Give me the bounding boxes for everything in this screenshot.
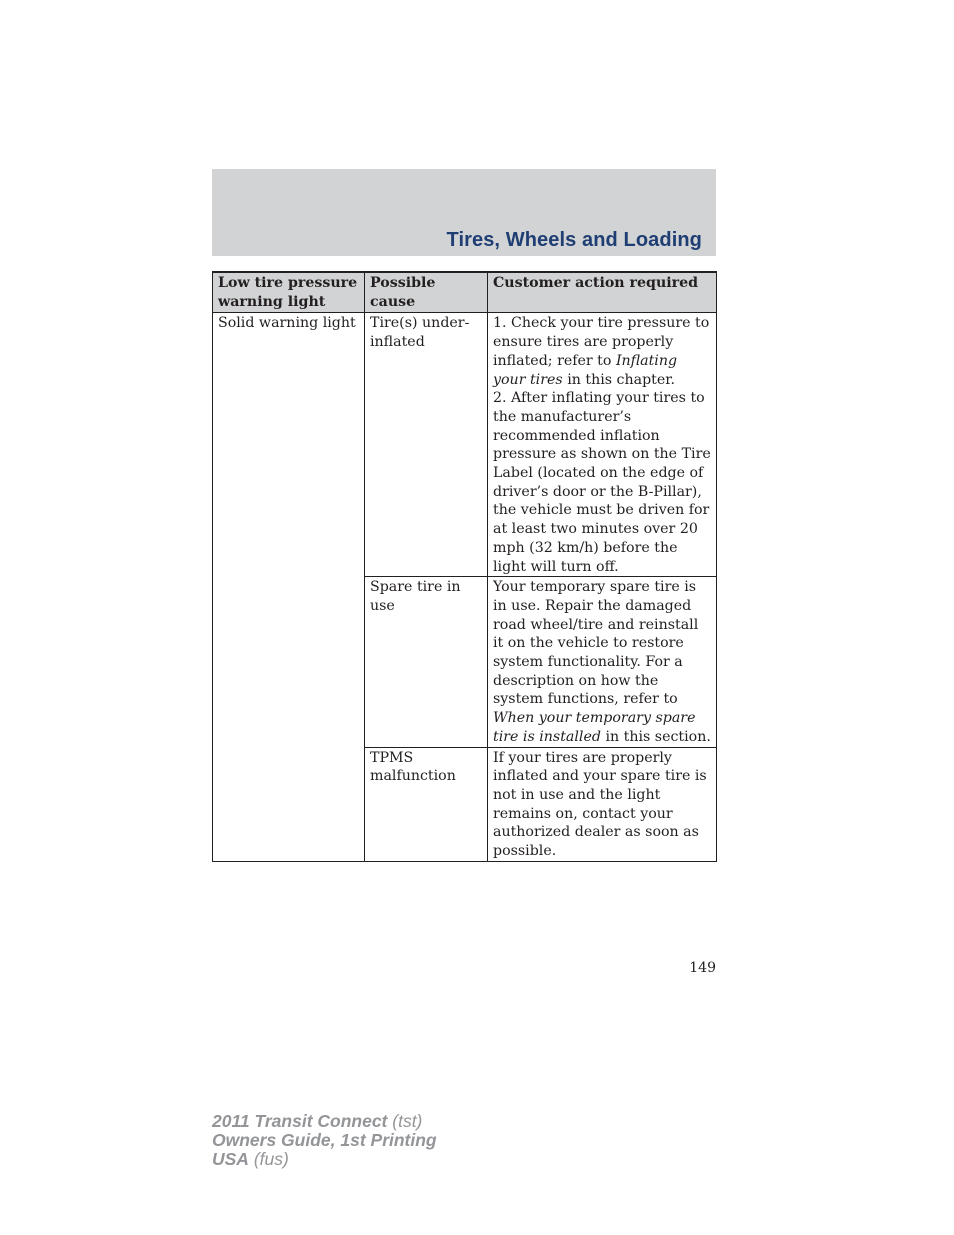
section-header-band: [212, 169, 716, 256]
action-text: Your temporary spare tire is in use. Repair the damaged road wheel/tire and reinstall it on the vehicle to restore system functionality. For a description on how the system functions, refer to: [493, 579, 699, 708]
action-text: 2. After inflating your tires to the manufacturer’s recommended inflation pressure as shown on the Tire Label (located on the edge of driver’s door or the B-Pillar), the vehicle must be driven for at least two minutes over 20 mph (32 km/h) before the light will turn off.: [493, 390, 711, 575]
action-text: in this section.: [600, 728, 711, 745]
cause-cell: Tire(s) under-inflated: [365, 313, 488, 577]
cross-reference: Inflating your tires: [493, 352, 678, 388]
cause-cell: Spare tire in use: [365, 577, 488, 747]
table-header-row: [213, 272, 717, 313]
column-header-warning-light: Low tire pressure warning light: [213, 272, 365, 313]
action-cell: [488, 577, 717, 747]
page-number: 149: [689, 960, 716, 976]
action-cell: If your tires are properly inflated and your spare tire is not in use and the light remains on, contact your authorized dealer as soon as possible.: [488, 747, 717, 861]
cross-reference: When your temporary spare tire is installed: [493, 710, 696, 745]
cause-cell: TPMS malfunction: [365, 747, 488, 861]
tpms-warning-table: [212, 271, 717, 862]
column-header-customer-action: Customer action required: [488, 272, 717, 313]
action-text: in this chapter.: [562, 371, 676, 388]
footer-line: 2011 Transit Connect (tst): [212, 1111, 423, 1131]
footer-line: Owners Guide, 1st Printing: [212, 1130, 437, 1150]
warning-light-cell: Solid warning light: [213, 313, 365, 861]
table-row: [213, 313, 717, 577]
action-cell: [488, 313, 717, 577]
section-title: Tires, Wheels and Loading: [446, 229, 702, 251]
footer-line: USA (fus): [212, 1149, 289, 1169]
column-header-possible-cause: Possible cause: [365, 272, 488, 313]
footer-edition-info: [212, 1112, 437, 1169]
action-text: 1. Check your tire pressure to ensure tires are properly inflated; refer to: [493, 315, 710, 369]
